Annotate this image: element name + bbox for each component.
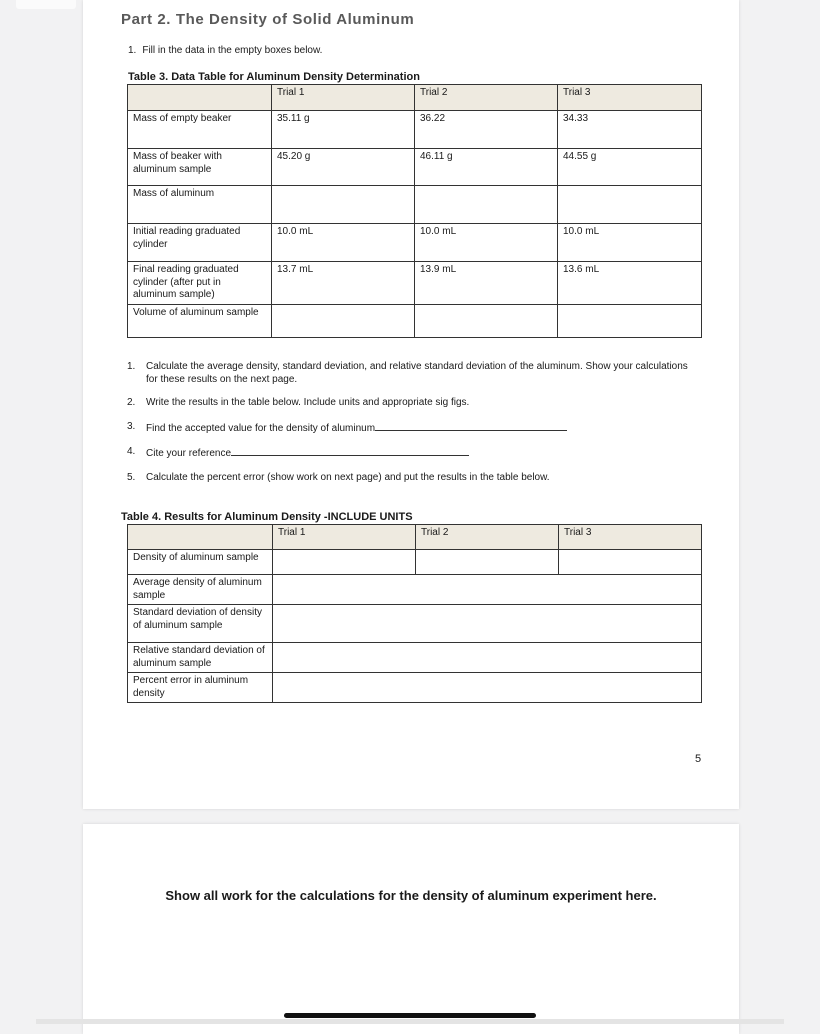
item-number: 5. xyxy=(127,471,136,483)
table-row xyxy=(128,224,702,262)
data-cell[interactable]: 13.7 mL xyxy=(272,262,415,305)
data-cell[interactable]: 10.0 mL xyxy=(558,224,702,262)
data-cell[interactable]: 13.6 mL xyxy=(558,262,702,305)
data-cell[interactable] xyxy=(273,605,702,643)
row-label: Volume of aluminum sample xyxy=(128,304,272,337)
document-page-6 xyxy=(83,824,739,1034)
data-cell[interactable] xyxy=(272,304,415,337)
item-text: Cite your reference xyxy=(146,448,232,459)
data-cell[interactable] xyxy=(273,643,702,673)
data-cell[interactable]: 10.0 mL xyxy=(272,224,415,262)
row-label: Standard deviation of density of aluminum sample xyxy=(128,605,273,643)
data-cell[interactable] xyxy=(272,186,415,224)
data-cell[interactable]: 13.9 mL xyxy=(415,262,558,305)
data-cell[interactable]: 36.22 xyxy=(415,111,558,149)
instruction-number: 1. xyxy=(128,45,137,56)
data-cell[interactable]: 35.11 g xyxy=(272,111,415,149)
data-cell[interactable] xyxy=(415,304,558,337)
page-number: 5 xyxy=(695,753,702,765)
top-stub xyxy=(16,0,76,9)
list-item xyxy=(127,446,697,461)
row-label: Mass of aluminum xyxy=(128,186,272,224)
table-row xyxy=(128,575,702,605)
instruction-text: Fill in the data in the empty boxes below. xyxy=(142,45,323,56)
data-cell[interactable] xyxy=(415,186,558,224)
item-number: 2. xyxy=(127,397,136,408)
data-cell[interactable] xyxy=(416,550,559,575)
header-trial-2: Trial 2 xyxy=(416,525,559,550)
data-cell[interactable]: 45.20 g xyxy=(272,149,415,186)
list-item xyxy=(127,397,697,410)
data-cell[interactable] xyxy=(559,550,702,575)
item-text: Calculate the average density, standard deviation, and relative standard deviation of the aluminum. Show your calculations for these results on the next page. xyxy=(146,361,688,385)
bottom-divider xyxy=(36,1019,784,1024)
data-cell[interactable] xyxy=(273,575,702,605)
table3-caption: Table 3. Data Table for Aluminum Density Determination xyxy=(128,71,420,83)
table-header-row xyxy=(128,85,702,111)
table-row xyxy=(128,550,702,575)
item-number: 3. xyxy=(127,420,136,432)
data-cell[interactable]: 44.55 g xyxy=(558,149,702,186)
list-item xyxy=(127,361,697,386)
list-item xyxy=(127,421,697,436)
question-list xyxy=(127,361,697,495)
item-number: 1. xyxy=(127,361,136,372)
item-text: Find the accepted value for the density of aluminum xyxy=(146,422,376,434)
row-label: Percent error in aluminum density xyxy=(128,673,273,703)
answer-blank-reference[interactable] xyxy=(231,446,469,456)
list-item xyxy=(127,472,697,485)
table-row xyxy=(128,304,702,337)
data-cell[interactable] xyxy=(558,186,702,224)
table-row xyxy=(128,262,702,305)
row-label: Relative standard deviation of aluminum sample xyxy=(128,643,273,673)
row-label: Initial reading graduated cylinder xyxy=(128,224,272,262)
row-label: Average density of aluminum sample xyxy=(128,575,273,605)
fill-instruction xyxy=(128,45,322,56)
document-page-5 xyxy=(83,0,739,809)
row-label: Final reading graduated cylinder (after put in aluminum sample) xyxy=(128,262,272,305)
data-cell[interactable] xyxy=(273,550,416,575)
data-cell[interactable] xyxy=(273,673,702,703)
header-trial-1: Trial 1 xyxy=(273,525,416,550)
answer-blank-accepted-value[interactable] xyxy=(375,421,567,431)
table-row xyxy=(128,673,702,703)
item-text: Calculate the percent error (show work on next page) and put the results in the table below. xyxy=(146,471,550,483)
table-row xyxy=(128,149,702,186)
data-cell[interactable]: 10.0 mL xyxy=(415,224,558,262)
header-trial-3: Trial 3 xyxy=(558,85,702,111)
part-heading: Part 2. The Density of Solid Aluminum xyxy=(121,11,415,28)
header-cell-blank xyxy=(128,525,273,550)
header-trial-1: Trial 1 xyxy=(272,85,415,111)
table4-caption: Table 4. Results for Aluminum Density -INCLUDE UNITS xyxy=(121,511,413,523)
table-header-row xyxy=(128,525,702,550)
row-label: Mass of beaker with aluminum sample xyxy=(128,149,272,186)
aluminum-density-results-table xyxy=(127,524,702,703)
table-row xyxy=(128,186,702,224)
show-work-instruction: Show all work for the calculations for the density of aluminum experiment here. xyxy=(165,888,657,903)
table-row xyxy=(128,643,702,673)
data-cell[interactable]: 46.11 g xyxy=(415,149,558,186)
item-number: 4. xyxy=(127,446,136,457)
home-indicator[interactable] xyxy=(284,1013,536,1018)
item-text: Write the results in the table below. Include units and appropriate sig figs. xyxy=(146,397,470,408)
aluminum-density-data-table xyxy=(127,84,702,338)
data-cell[interactable] xyxy=(558,304,702,337)
row-label: Mass of empty beaker xyxy=(128,111,272,149)
row-label: Density of aluminum sample xyxy=(128,550,273,575)
data-cell[interactable]: 34.33 xyxy=(558,111,702,149)
table-row xyxy=(128,605,702,643)
table-row xyxy=(128,111,702,149)
header-trial-3: Trial 3 xyxy=(559,525,702,550)
header-cell-blank xyxy=(128,85,272,111)
header-trial-2: Trial 2 xyxy=(415,85,558,111)
